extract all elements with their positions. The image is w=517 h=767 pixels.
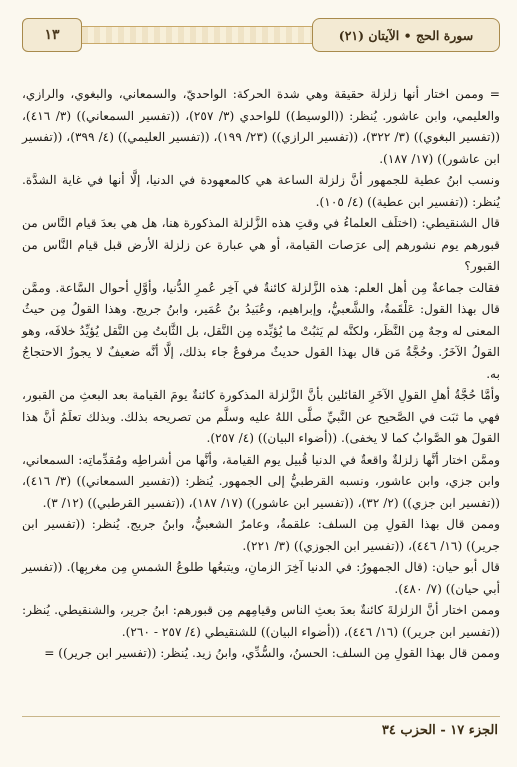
footnote-paragraph: وممَّن اختار أنَّها زلزلةٌ واقعةٌ في الدنيا قُبيل يوم القيامة، وأنَّها من أشراطِه ومُقدِّماتِه: السمعاني، وابن جزي، وابن عاشور، ونسبه القرطبيُّ إلى الجمهور. يُنظر: ((تفسير السمعاني)) (٣/ ٤١٦)، ((تفسير ابن جزي)) (٢/ ٣٢)، ((تفسير ابن عاشور)) (١٧/ ١٨٧)، ((تفسير القرطبي)) (١٢/ ٣).: [22, 452, 500, 510]
page-header: [22, 16, 500, 52]
footnote-paragraph: وممن اختار أنَّ الزلزلةَ كائنةٌ بعدَ بعثِ الناس وقيامِهم مِن قبورهم: ابنُ جرير، والشنقيطي. يُنظر: ((تفسير ابن جرير)) (١٦/ ٤٤٦)، ((أضواء البيان)) للشنقيطي (٤/ ٢٥٧ - ٢٦٠).: [22, 603, 500, 639]
page-footer: [22, 716, 500, 751]
page-number: ١٣: [22, 18, 82, 52]
footnote-paragraph: ونسب ابنُ عطية للجمهور أنَّ زلزلة الساعة هي كالمعهودة في الدنيا، إلَّا أنها في غاية الشدَّة. يُنظر: ((تفسير ابن عطية)) (٤/ ١٠٥).: [22, 173, 500, 209]
footnote-paragraph: وممن قال بهذا القولِ مِن السلف: الحسنُ، والسُّدِّي، وابنُ زيد. يُنظر: ((تفسير ابن جرير)) =: [44, 646, 500, 660]
footnote-paragraph: وأمَّا حُجَّةُ أهلِ القولِ الآخَرِ القائلين بأنَّ الزَّلزلة المذكورة كائنةٌ يومَ القيامة بعد البعثِ من القبور، فهي ما ثبَت في الصَّحيح عن النَّبيِّ صلَّى اللهُ عليه وسلَّم من تصريحه بذلك. وبذلك تعلَمُ أنَّ هذا القولَ هو الصَّوابُ كما لا يخفى). ((أضواء البيان)) (٤/ ٢٥٧).: [22, 388, 500, 445]
footnote-paragraph: قال أبو حيان: (قال الجمهورُ: في الدنيا آخِرَ الزمانِ، ويتبعُها طلوعُ الشمسِ مِن مغربِها). ((تفسير أبي حيان)) (٧/ ٤٨٠).: [22, 560, 500, 596]
footnote-paragraph: قال الشنقيطي: (اختلَف العلماءُ في وقتِ هذه الزَّلزلة المذكورة هنا، هل هي بعدَ قيام النَّاس من قبورهم يوم نشورهم إلى عرَصات القيامة، أو هي عبارة عن زلزلة الأرض قبل قيام النَّاس من القبور؟: [22, 216, 500, 273]
footnote-paragraph: فقالت جماعةٌ مِن أهل العلم: هذه الزَّلزلة كائنةٌ في آخِر عُمرِ الدُّنيا، وأوَّلِ أحوال السَّاعة. وممَّن قال بهذا القول: عَلْقَمةُ، والشَّعبيُّ، وإبراهيم، وعُبَيدُ بنُ عُمَير، وابنُ جريج. وهذا القولُ مِن حيثُ المعنى له وجهٌ مِن النَّظَر، ولكنَّه لم يَثبُتْ ما يُؤيِّده مِن النَّقل، بل الثَّابتُ مِن النَّقل يُؤيِّدُ خلافَه، وهو القولُ الآخَرُ. وحُجَّةُ مَن قال بهذا القول حديثٌ مرفوعٌ جاء بذلك، إلَّا أنَّه ضعيفٌ لا يجوزُ الاحتجاجُ به.: [22, 280, 500, 381]
footnote-paragraph: وممن قال بهذا القولِ مِن السلف: علقمةُ، وعامرٌ الشعبيُّ، وابنُ جريج. يُنظر: ((تفسير ابن جرير)) (١٦/ ٤٤٦)، ((تفسير ابن الجوزي)) (٣/ ٢٢١).: [22, 517, 500, 553]
footnote-paragraph: = وممن اختار أنها زلزلة حقيقة وهي شدة الحركة: الواحديّ، والسمعاني، والبغوي، والرازي، والعليمي، وابن عاشور. يُنظر: ((الوسيط)) للواحدي (٣/ ٢٥٧)، ((تفسير السمعاني)) (٣/ ٤١٦)، ((تفسير البغوي)) (٣/ ٣٢٢)، ((تفسير الرازي)) (٢٣/ ١٩٩)، ((تفسير العليمي)) (٤/ ٣٩٩)، ((تفسير ابن عاشور)) (١٧/ ١٨٧).: [22, 87, 501, 166]
surah-title: سورة الحج • الآيتان (٢١): [312, 18, 500, 52]
juz-hizb-label: الجزء ١٧ - الحزب ٣٤: [381, 723, 498, 738]
footnote-body: [22, 84, 500, 665]
